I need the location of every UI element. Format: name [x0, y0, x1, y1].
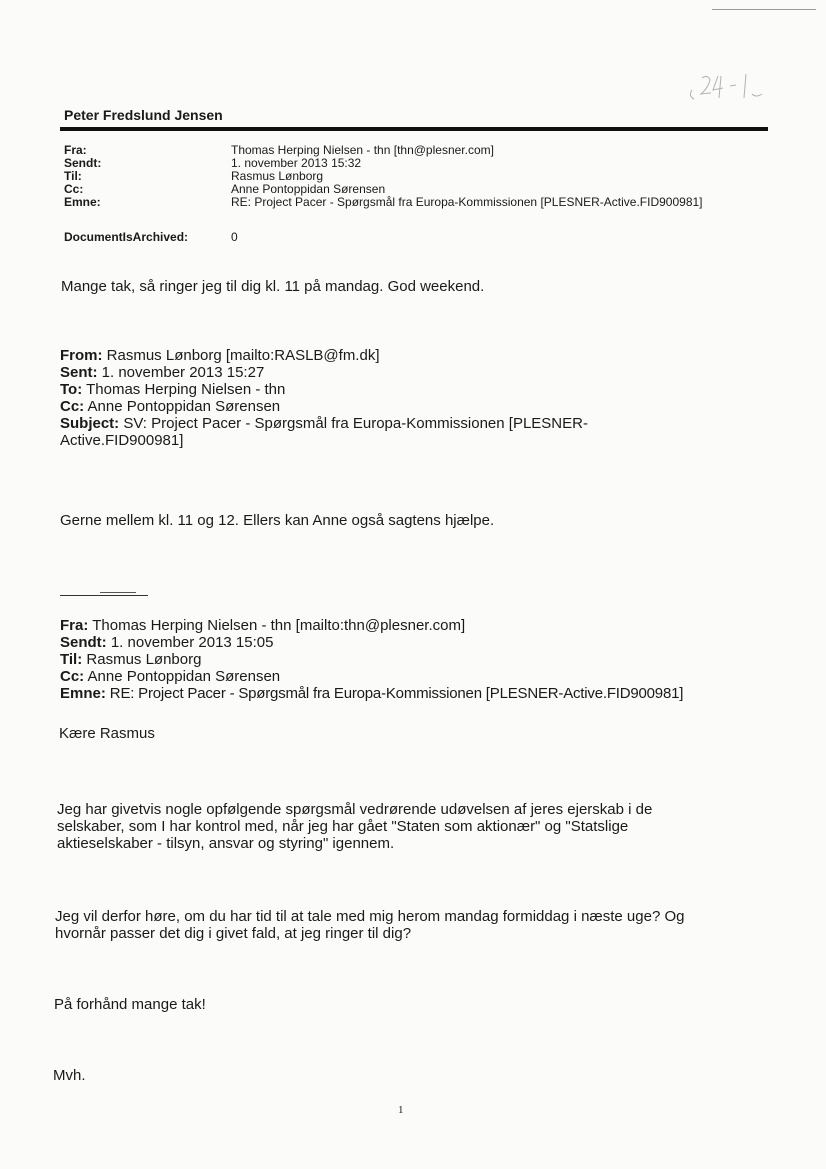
meta-value-sent: 1. november 2013 15:32	[231, 156, 362, 170]
email3-cc-row	[60, 668, 683, 685]
email2-sent-row	[60, 364, 588, 381]
email3-p2-line-2: hvornår passer det dig i givet fald, at jeg ringer til dig?	[55, 925, 412, 942]
email2-to: Thomas Herping Nielsen - thn	[82, 381, 286, 398]
meta-key-subject: Emne:	[64, 195, 101, 209]
email3-subject-label: Emne:	[60, 685, 106, 702]
email2-cc: Anne Pontoppidan Sørensen	[84, 398, 281, 415]
email2-sent-label: Sent:	[60, 364, 98, 381]
mailbox-owner-name: Peter Fredslund Jensen	[64, 107, 223, 123]
email2-body: Gerne mellem kl. 11 og 12. Ellers kan Anne også sagtens hjælpe.	[60, 512, 495, 529]
meta-value-to: Rasmus Lønborg	[231, 169, 324, 183]
email3-subject: RE: Project Pacer - Spørgsmål fra Europa-Kommissionen [PLESNER-Active.FID900981]	[105, 685, 684, 702]
email3-from-row	[60, 617, 683, 634]
email2-from-label: From:	[60, 347, 103, 364]
email3-p1-line-1: Jeg har givetvis nogle opfølgende spørgsmål vedrørende udøvelsen af jeres ejerskab i de	[57, 801, 653, 818]
email2-subject-label: Subject:	[60, 415, 120, 432]
email2-from-row	[60, 347, 588, 364]
email3-cc-label: Cc:	[60, 668, 85, 685]
reply-text: Mange tak, så ringer jeg til dig kl. 11 på mandag. God weekend.	[61, 278, 485, 295]
email2-subject-line1: SV: Project Pacer - Spørgsmål fra Europa-Kommissionen [PLESNER-	[119, 415, 588, 432]
email3-from-label: Fra:	[60, 617, 89, 634]
email3-cc: Anne Pontoppidan Sørensen	[84, 668, 281, 685]
meta-value-from: Thomas Herping Nielsen - thn [thn@plesner.com]	[231, 143, 494, 157]
email3-greeting: Kære Rasmus	[59, 725, 155, 742]
email3-thanks: På forhånd mange tak!	[54, 996, 206, 1013]
separator-line-upper	[100, 592, 136, 593]
email3-paragraph-1	[57, 801, 652, 852]
header-rule	[60, 127, 768, 131]
meta-key-sent: Sendt:	[64, 156, 102, 170]
scan-top-line	[712, 9, 816, 10]
email2-cc-label: Cc:	[60, 398, 85, 415]
meta-key-archived: DocumentIsArchived:	[64, 230, 189, 244]
email2-subject-row	[60, 415, 588, 432]
separator-line	[60, 595, 148, 596]
meta-value-archived: 0	[231, 230, 238, 244]
email3-to: Rasmus Lønborg	[82, 651, 202, 668]
email2-sent: 1. november 2013 15:27	[97, 364, 265, 381]
email3-from: Thomas Herping Nielsen - thn [mailto:thn@plesner.com]	[88, 617, 466, 634]
email3-subject-row	[60, 685, 683, 702]
metadata-block	[0, 144, 826, 254]
handwritten-mark	[686, 68, 786, 108]
email2-header	[60, 347, 588, 449]
email3-sent-row	[60, 634, 683, 651]
email2-cc-row	[60, 398, 588, 415]
meta-value-cc: Anne Pontoppidan Sørensen	[231, 182, 386, 196]
email3-to-row	[60, 651, 683, 668]
email2-from: Rasmus Lønborg [mailto:RASLB@fm.dk]	[102, 347, 380, 364]
email3-header	[60, 617, 683, 702]
email3-p1-line-2: selskaber, som I har kontrol med, når jeg har gået "Staten som aktionær" og "Statslige	[57, 818, 629, 835]
email3-sent-label: Sendt:	[60, 634, 107, 651]
email2-to-row	[60, 381, 588, 398]
email3-p2-line-1: Jeg vil derfor høre, om du har tid til at tale med mig herom mandag formiddag i næste uge? Og	[55, 908, 685, 925]
email3-sent: 1. november 2013 15:05	[106, 634, 274, 651]
email2-to-label: To:	[60, 381, 83, 398]
email3-signoff: Mvh.	[53, 1067, 86, 1084]
page-number: 1	[398, 1104, 404, 1116]
email3-paragraph-2	[55, 908, 684, 942]
meta-key-from: Fra:	[64, 143, 87, 157]
meta-value-subject: RE: Project Pacer - Spørgsmål fra Europa-Kommissionen [PLESNER-Active.FID900981]	[231, 195, 703, 209]
meta-key-cc: Cc:	[64, 182, 84, 196]
email3-p1-line-3: aktieselskaber - tilsyn, ansvar og styring" igennem.	[57, 835, 395, 852]
email3-to-label: Til:	[60, 651, 83, 668]
email2-subject-line2: Active.FID900981]	[60, 432, 184, 449]
meta-key-to: Til:	[64, 169, 82, 183]
